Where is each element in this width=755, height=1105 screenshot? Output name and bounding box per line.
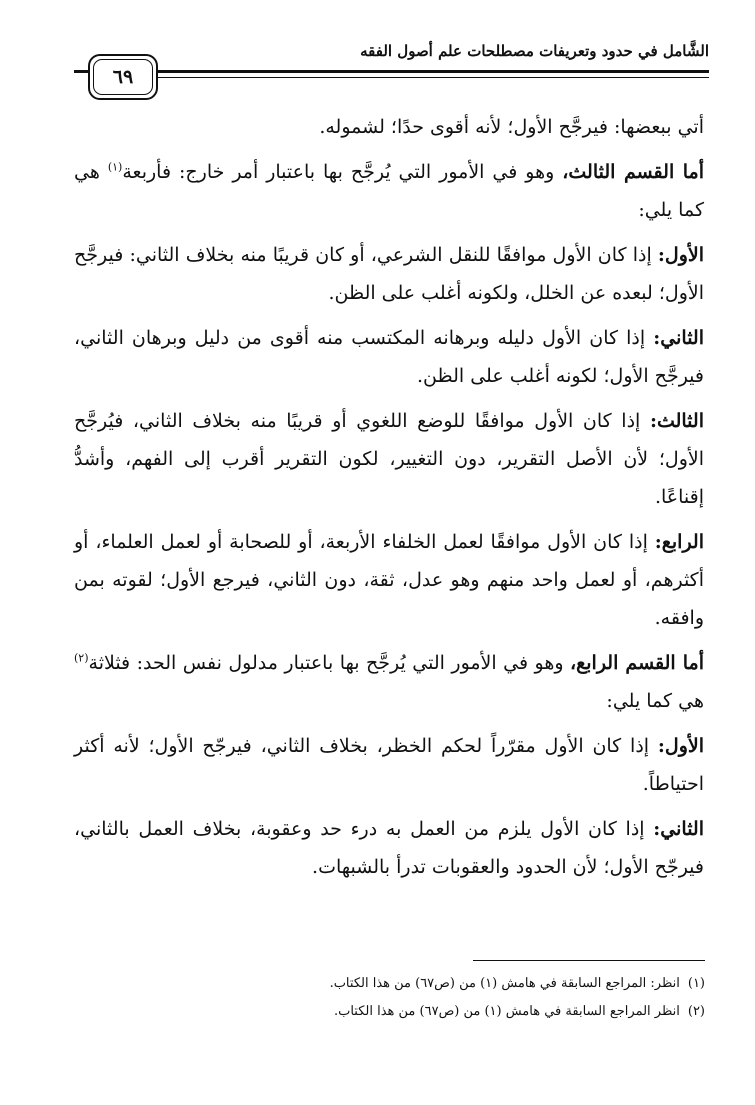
header-rule-thin: [156, 77, 709, 78]
paragraph: [74, 236, 704, 312]
footnote-ref[interactable]: (٢): [74, 651, 89, 665]
paragraph: [74, 727, 704, 803]
paragraph: [74, 402, 704, 516]
header-rule: [156, 70, 709, 73]
paragraph-lead: الأول:: [657, 244, 704, 266]
paragraph-text: إذا كان الأول موافقًا للوضع اللغوي أو قريبًا منه بخلاف الثاني، فيُرجَّح الأول؛ لأن الأصل التقرير، دون التغيير، لكون التقرير أقرب إلى الفهم، وأشدُّ إقناعًا.: [74, 410, 704, 508]
paragraph-text: وهو في الأمور التي يُرجَّح بها باعتبار أمر خارج: فأربعة: [122, 161, 563, 183]
header-rule-left: [74, 70, 88, 73]
paragraph-tail: هي كما يلي:: [606, 690, 704, 712]
paragraph-lead: الثاني:: [653, 327, 704, 349]
paragraph: [74, 108, 704, 146]
footnote-text: انظر المراجع السابقة في هامش (١) من (ص٦٧) من هذا الكتاب.: [333, 1004, 680, 1019]
paragraph-tail: هي كما يلي:: [74, 161, 704, 221]
paragraph-text: وهو في الأمور التي يُرجَّح بها باعتبار مدلول نفس الحد: فثلاثة: [88, 652, 571, 674]
paragraph-text: إذا كان الأول دليله وبرهانه المكتسب منه أقوى من دليل وبرهان الثاني، فيرجَّح الأول؛ لكونه أغلب على الظن.: [74, 327, 704, 387]
paragraph-text: أتي ببعضها: فيرجَّح الأول؛ لأنه أقوى حدًا؛ لشموله.: [319, 116, 704, 138]
footnote: [75, 998, 705, 1026]
paragraph: [74, 523, 704, 637]
paragraph-text: إذا كان الأول مقرّراً لحكم الخظر، بخلاف الثاني، فيرجّح الأول؛ لأنه أكثر احتياطاً.: [74, 735, 704, 795]
footnotes: [75, 970, 705, 1026]
footnote-number: (٢): [687, 1004, 705, 1019]
paragraph-lead: الثالث:: [649, 410, 704, 432]
paragraph-text: إذا كان الأول موافقًا لعمل الخلفاء الأربعة، أو للصحابة أو لعمل العلماء، أو أكثرهم، أو لعمل واحد منهم وهو عدل، ثقة، دون الثاني، فيرجع الأول؛ لقوته بمن وافقه.: [74, 531, 704, 629]
paragraph-lead: الثاني:: [653, 818, 704, 840]
page-body: [74, 108, 704, 893]
footnote-separator: [473, 960, 705, 961]
paragraph: [74, 644, 704, 720]
page-number-badge: [88, 54, 158, 100]
paragraph: [74, 319, 704, 395]
book-title: الشَّامل في حدود وتعريفات مصطلحات علم أصول الفقه: [360, 42, 709, 60]
footnote: [75, 970, 705, 998]
paragraph-text: إذا كان الأول موافقًا للنقل الشرعي، أو كان قريبًا منه بخلاف الثاني: فيرجَّح الأول؛ لبعده عن الخلل، ولكونه أغلب على الظن.: [74, 244, 704, 304]
paragraph-lead: أما القسم الثالث،: [562, 161, 705, 183]
paragraph-lead: أما القسم الرابع،: [570, 652, 704, 674]
footnote-number: (١): [687, 976, 705, 991]
footnote-ref[interactable]: (١): [107, 160, 123, 174]
paragraph-lead: الرابع:: [654, 531, 704, 553]
page-header: [74, 40, 709, 102]
paragraph: [74, 153, 704, 229]
footnote-text: انظر: المراجع السابقة في هامش (١) من (ص٦٧) من هذا الكتاب.: [329, 976, 680, 991]
paragraph-lead: الأول:: [657, 735, 704, 757]
paragraph-text: إذا كان الأول يلزم من العمل به درء حد وعقوبة، بخلاف العمل بالثاني، فيرجّح الأول؛ لأن الحدود والعقوبات تدرأ بالشبهات.: [74, 818, 704, 878]
paragraph: [74, 810, 704, 886]
page-number: ٦٩: [112, 66, 134, 88]
